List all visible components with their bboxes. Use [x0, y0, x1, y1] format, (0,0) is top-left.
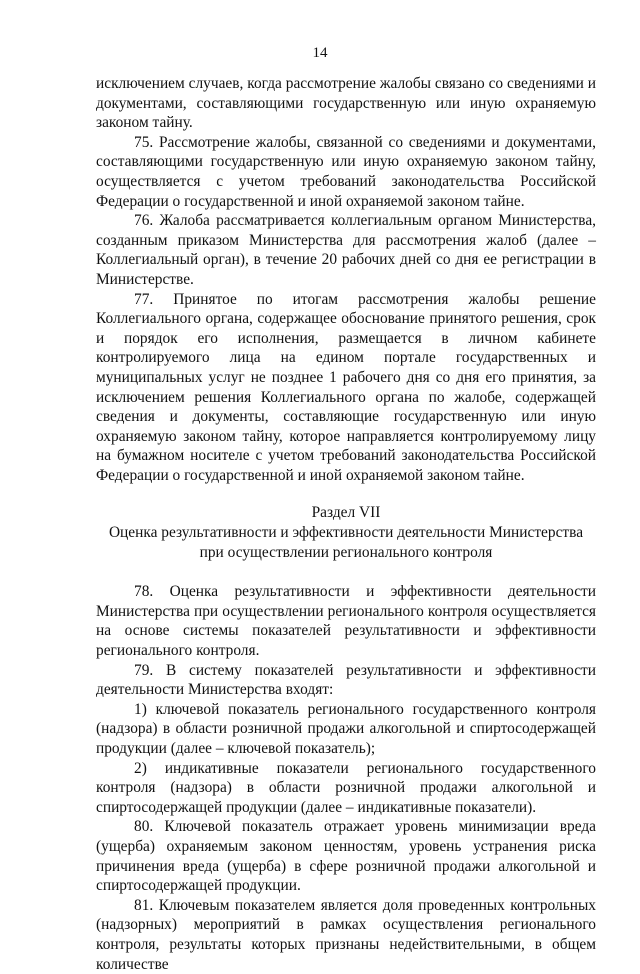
paragraph-76: 76. Жалоба рассматривается коллегиальным органом Министерства, созданным приказом Министерства для рассмотрения жалоб (далее – Коллегиальный орган), в течение 20 рабочих дней со дня ее регистрации в Министерстве.: [96, 212, 596, 288]
section-title-line-1: Оценка результативности и эффективности деятельности Министерства: [108, 524, 584, 542]
paragraph-80: 80. Ключевой показатель отражает уровень минимизации вреда (ущерба) охраняемым законом ценностям, уровень устранения риска причинения вреда (ущерба) в сфере розничной продажи алкогольной и спиртосодержащей продукции.: [96, 818, 596, 895]
paragraph-75: 75. Рассмотрение жалобы, связанной со сведениями и документами, составляющими государственную или иную охраняемую законом тайну, осуществляется с учетом требований законодательства Российской Федерации о государственной и иной охраняемой законом тайне.: [96, 133, 596, 210]
paragraph-78: 78. Оценка результативности и эффективности деятельности Министерства при осуществлении регионального контроля осуществляется на основе системы показателей результативности и эффективности регионального контроля.: [96, 583, 596, 660]
paragraph-81: 81. Ключевым показателем является доля проведенных контрольных (надзорных) мероприятий в рамках осуществления регионального контроля, результаты которых признаны недействительными, в общем количестве: [96, 896, 596, 973]
document-body: [96, 74, 596, 974]
paragraph-74-continuation: исключением случаев, когда рассмотрение жалобы связано со сведениями и документами, составляющими государственную или иную охраняемую законом тайну.: [96, 75, 596, 132]
paragraph-79-item-1: 1) ключевой показатель регионального государственного контроля (надзора) в области розничной продажи алкогольной и спиртосодержащей продукции (далее – ключевой показатель);: [96, 700, 596, 757]
page-number: 14: [312, 45, 328, 61]
section-heading: Раздел VII: [311, 504, 381, 522]
paragraph-79-item-2: 2) индикативные показатели регионального государственного контроля (надзора) в области розничной продажи алкогольной и спиртосодержащей продукции (далее – индикативные показатели).: [96, 759, 596, 816]
paragraph-79: 79. В систему показателей результативности и эффективности деятельности Министерства входят:: [96, 661, 596, 699]
section-spacer: [96, 562, 596, 582]
section-title-line-2: при осуществлении регионального контроля: [199, 543, 493, 561]
paragraph-77: 77. Принятое по итогам рассмотрения жалобы решение Коллегиального органа, содержащее обоснование принятого решения, срок и порядок его исполнения, размещается в личном кабинете контролируемого лица на едином портале государственных и муниципальных услуг не позднее 1 рабочего дня со дня его принятия, за исключением решения Коллегиального органа по жалобе, содержащей сведения и документы, составляющие государственную или иную охраняемую законом тайну, которое направляется контролируемому лицу на бумажном носителе с учетом требований законодательства Российской Федерации о государственной и иной охраняемой законом тайне.: [96, 290, 596, 484]
